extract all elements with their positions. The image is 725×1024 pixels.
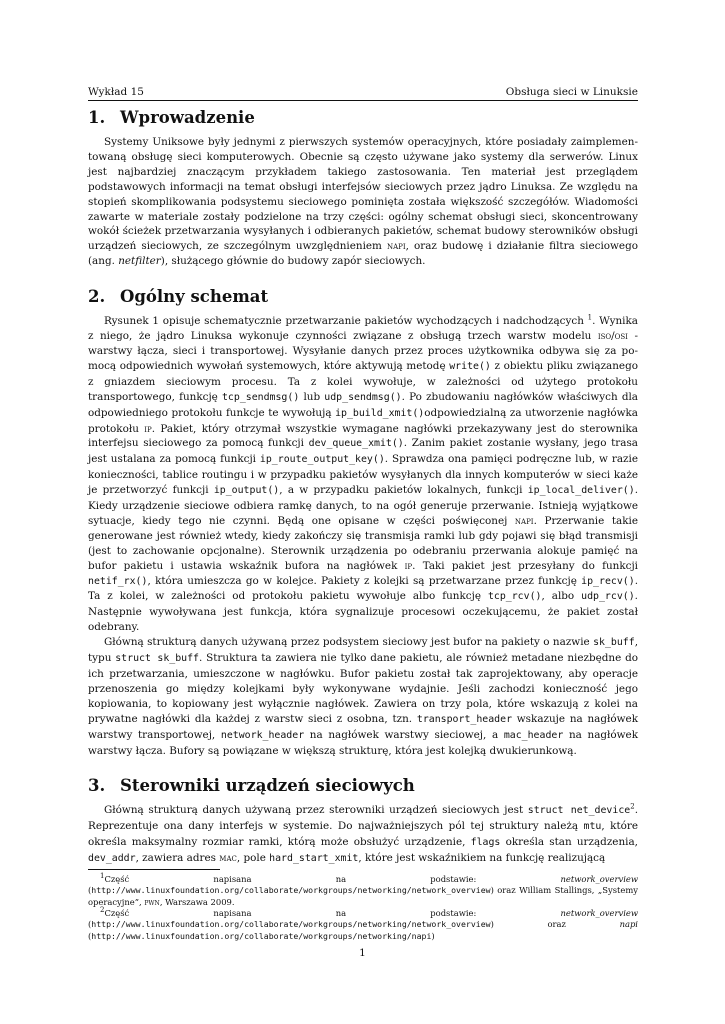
header-lecture: Wykład 15 — [88, 86, 144, 98]
footnote-ref-2: 2 — [630, 802, 635, 811]
paragraph: Główną strukturą danych używaną przez sterowniki urządzeń sieciowych jest struct net_device$^2$. Reprezentuje ona dany interfejs w systemie. Do najważniejszych pól tej struktury należą mtu, które określa maksymalny rozmiar ramki, którą może obsłużyć urządzenie, flags określa stan urządzenia, dev_addr, zawiera adres mac, pole hard_start_xmit, które jest wskaźnikiem na funkcję realizującą — [88, 802, 638, 865]
section-1-body — [88, 135, 638, 269]
paragraph: Systemy Uniksowe były jednymi z pierwszych systemów operacyjnych, które posiadały zaimplementowaną obsługę sieci komputerowych. Obecnie są często używane jako systemy dla serwerów. Linux jest najbardziej znaczącym przykładem takiego zastosowania. Ten materiał jest przeglądem podstawowych informacji na temat obsługi interfejsów sieciowych przez jądro Linuksa. Ze względu na stopień skomplikowania podsystemu sieciowego pominięta została większość szczegółów. Wiadomości zawarte w materiale zostały podzielone na trzy części: ogólny schemat obsługi sieci, skoncentrowany wokół ścieżek przetwarzania wysyłanych i odbieranych pakietów, schemat budowy sterowników obsługi urządzeń sieciowych, ze szczególnym uwzględnieniem napi, oraz budowę i działanie filtra sieciowego (ang. netfilter), służącego głównie do budowy zapór sieciowych. — [88, 136, 638, 268]
section-heading-1: 1. Wprowadzenie — [88, 108, 255, 127]
section-heading-3: 3. Sterowniki urządzeń sieciowych — [88, 776, 415, 796]
section-2-body — [88, 314, 638, 758]
document-page — [88, 86, 638, 942]
footnote-ref-1: 1 — [587, 313, 593, 322]
paragraph: Rysunek 1 opisuje schematycznie przetwarzanie pakietów wychodzących i nadchodzących $^1$. Wynika z niego, że jądro Linuksa wykonuje czynności związane z obsługą trzech warstw modelu iso/osi - warstwy łącza, sieci i transportowej. Wysyłanie danych przez proces użytkownika odbywa się za pomocą odpowiednich wywołań systemowych, które aktywują metodę write() z obiektu pliku związanego z gniazdem sieciowym procesu. Ta z kolei wywołuje, w zależności od użytego protokołu transportowego, funkcję tcp_sendmsg() lub udp_sendmsg(). Po zbudowaniu nagłówków właściwych dla odpowiedniego protokołu funkcje te wywołują ip_build_xmit()odpowiedzialną za utworzenie nagłówka protokołu ip. Pakiet, który otrzymał wszystkie wymagane nagłówki przekazywany jest do sterownika interfejsu sieciowego za pomocą funkcji dev_queue_xmit(). Zanim pakiet zostanie wysłany, jego trasa jest ustalana za pomocą funkcji ip_route_output_key(). Sprawdza ona pamięci podręczne lub, w razie konieczności, tablice routingu i w przypadku pakietów wysyłanych dla innych komputerów w sieci każe je przetworzyć funkcji ip_output(), a w przypadku pakietów lokalnych, funkcji ip_local_deliver(). Kiedy urządzenie sieciowe odbiera ramkę danych, to na ogół generuje przerwanie. Istnieją wyjątkowe sytuacje, kiedy tego nie czynni. Będą one opisane w części poświęconej napi. Przerwanie takie generowane jest również wtedy, kiedy zakończy się transmisja ramki lub gdy pojawi się błąd transmisji (jest to zachowanie opcjonalne). Sterownik urządzenia po odebraniu przerwania alokuje pamięć na bufor pakietu i ustawia wskaźnik bufora na nagłówek ip. Taki pakiet jest przesyłany do funkcji netif_rx(), która umieszcza go w kolejce. Pakiety z kolejki są przetwarzane przez funkcję ip_recv(). Ta z kolei, w zależności od protokołu pakietu wywołuje albo funkcję tcp_rcv(), albo udp_rcv(). Następnie wywoływana jest funkcja, która sygnalizuje procesowi oczekującemu, że pakiet został odebrany. — [88, 313, 639, 634]
paragraph: Główną strukturą danych używaną przez podsystem sieciowy jest bufor na pakiety o nazwie sk_buff, typu struct sk_buff. Struktura ta zawiera nie tylko dane pakietu, ale również metadane niezbędne do ich przetwarzania, umieszczone w nagłówku. Bufor pakietu został tak zaprojektowany, aby operacje przenoszenia go między kolejkami były wykonywane wydajnie. Jeśli zachodzi konieczność jego kopiowania, to kopiowany jest wyłącznie nagłówek. Zawiera on trzy pola, które wskazują z kolei na prywatne nagłówki dla każdej z warstw sieci z osobna, tzn. transport_header wskazuje na nagłówek warstwy transportowej, network_header na nagłówek warstwy sieciowej, a mac_header na nagłówek warstwy łącza. Bufory są powiązane w większą strukturę, która jest kolejką dwukierunkową. — [88, 636, 639, 757]
page-number: 1 — [359, 947, 366, 959]
footnote-2: $^2$Część napisana na podstawie: network_overview (http://www.linuxfoundation.org/collaborate/workgroups/networking/network_overview) oraz napi (http://www.linuxfoundation.org/collaborate/workgroups/networking/napi) — [88, 906, 638, 941]
footnotes — [88, 874, 638, 942]
header-topic: Obsługa sieci w Linuksie — [505, 86, 638, 98]
footnote-rule — [88, 869, 220, 870]
section-3-body — [88, 803, 638, 867]
running-header — [88, 86, 638, 101]
section-heading-2: 2. Ogólny schemat — [88, 287, 269, 307]
footnote-1: $^1$Część napisana na podstawie: network_overview (http://www.linuxfoundation.org/collaborate/workgroups/networking/network_overview) oraz William Stallings, „Systemy operacyjne”, pwn, Warszawa 2009. — [88, 872, 638, 907]
